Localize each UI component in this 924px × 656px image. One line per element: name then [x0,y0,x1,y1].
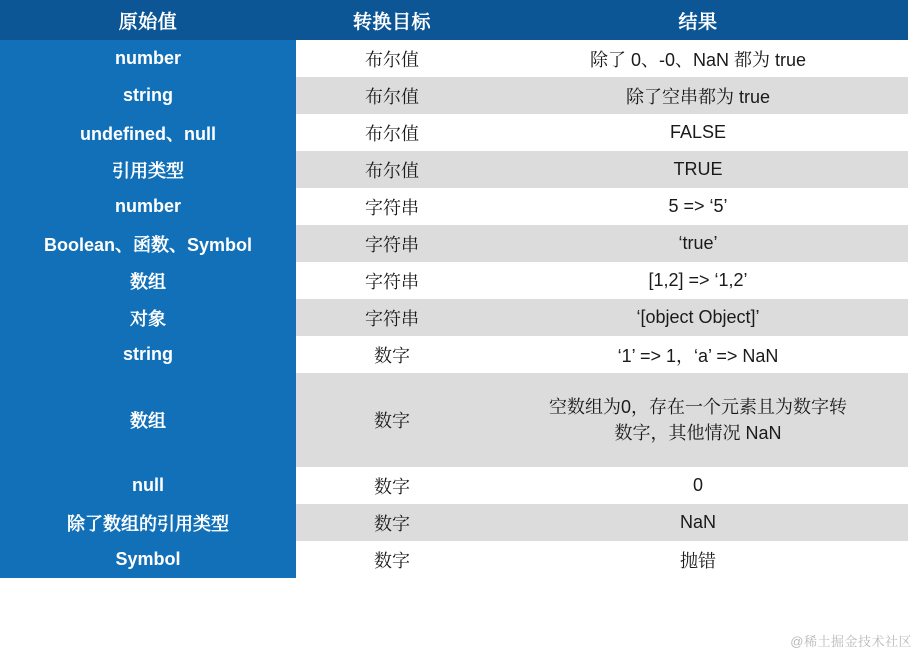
cell-result: 5 => ‘5’ [488,188,908,225]
table-body [0,40,908,578]
table-row [0,541,908,578]
cell-target: 布尔值 [296,114,488,151]
table-row [0,151,908,188]
table-row [0,40,908,77]
cell-result: [1,2] => ‘1,2’ [488,262,908,299]
cell-result [488,373,908,467]
cell-source: undefined、null [0,114,296,151]
cell-target: 布尔值 [296,151,488,188]
cell-target: 数字 [296,467,488,504]
table-row [0,504,908,541]
cell-source: null [0,467,296,504]
table-row [0,373,908,467]
cell-target: 字符串 [296,225,488,262]
cell-source: 除了数组的引用类型 [0,504,296,541]
cell-source: string [0,77,296,114]
cell-target: 布尔值 [296,77,488,114]
cell-target: 数字 [296,373,488,467]
cell-target: 字符串 [296,299,488,336]
cell-source: number [0,188,296,225]
column-header-target: 转换目标 [296,0,488,40]
cell-result: 0 [488,467,908,504]
cell-source: number [0,40,296,77]
cell-target: 字符串 [296,188,488,225]
table-header [0,0,908,40]
table-row [0,77,908,114]
cell-source: string [0,336,296,373]
column-header-source: 原始值 [0,0,296,40]
cell-result: ‘true’ [488,225,908,262]
cell-source: Boolean、函数、Symbol [0,225,296,262]
cell-source: 引用类型 [0,151,296,188]
table-row [0,299,908,336]
cell-result: ‘[object Object]’ [488,299,908,336]
table-row [0,336,908,373]
cell-result: NaN [488,504,908,541]
watermark: @稀土掘金技术社区 [790,634,912,649]
cell-target: 数字 [296,504,488,541]
cell-target: 数字 [296,336,488,373]
cell-source: 数组 [0,373,296,467]
cell-source: Symbol [0,541,296,578]
cell-result: 除了 0、-0、NaN 都为 true [488,40,908,77]
cell-source: 对象 [0,299,296,336]
cell-result: 除了空串都为 true [488,77,908,114]
cell-target: 字符串 [296,262,488,299]
cell-source: 数组 [0,262,296,299]
cell-result-text: 空数组为0，存在一个元素且为数字转数字，其他情况 NaN [548,396,847,443]
cell-result: TRUE [488,151,908,188]
table-row [0,188,908,225]
cell-result: FALSE [488,114,908,151]
table-row [0,114,908,151]
cell-result: 抛错 [488,541,908,578]
table-header-row [0,0,908,40]
cell-target: 布尔值 [296,40,488,77]
cell-result: ‘1’ => 1，‘a’ => NaN [488,336,908,373]
cell-target: 数字 [296,541,488,578]
table-row [0,225,908,262]
column-header-result: 结果 [488,0,908,40]
table-row [0,467,908,504]
table-row [0,262,908,299]
